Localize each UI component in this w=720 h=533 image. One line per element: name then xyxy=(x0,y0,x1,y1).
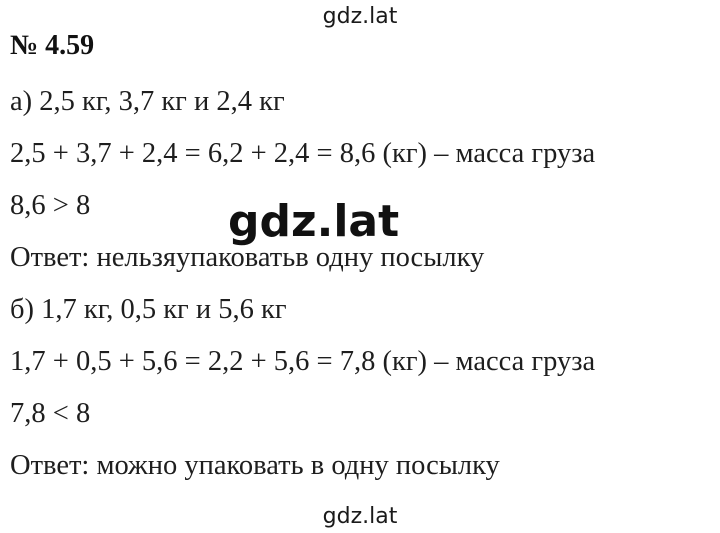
part-a-answer: Ответ: нельзяупаковатьв одну посылку xyxy=(10,242,485,273)
part-a-given: а) 2,5 кг, 3,7 кг и 2,4 кг xyxy=(10,86,285,117)
part-b-given: б) 1,7 кг, 0,5 кг и 5,6 кг xyxy=(10,294,287,325)
part-b-answer: Ответ: можно упаковать в одну посылку xyxy=(10,450,500,481)
watermark-center: gdz.lat xyxy=(228,196,400,247)
part-a-calculation: 2,5 + 3,7 + 2,4 = 6,2 + 2,4 = 8,6 (кг) – масса груза xyxy=(10,138,596,169)
watermark-top: gdz.lat xyxy=(322,4,398,29)
part-a-comparison: 8,6 > 8 xyxy=(10,190,91,221)
part-b-calculation: 1,7 + 0,5 + 5,6 = 2,2 + 5,6 = 7,8 (кг) – масса груза xyxy=(10,346,596,377)
part-b-comparison: 7,8 < 8 xyxy=(10,398,91,429)
problem-number: № 4.59 xyxy=(10,30,95,61)
watermark-bottom: gdz.lat xyxy=(322,504,398,529)
